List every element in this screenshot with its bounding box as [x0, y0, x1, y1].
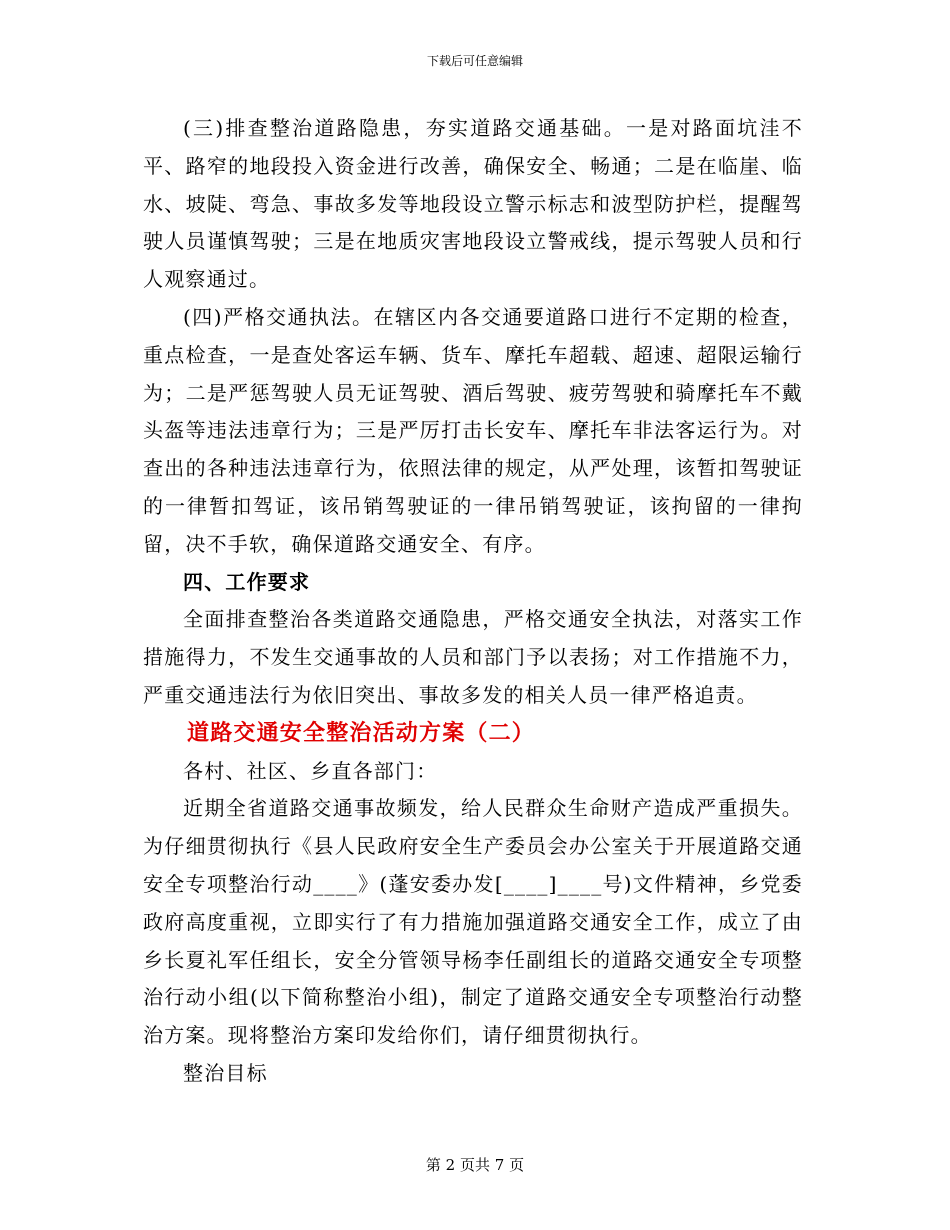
paragraph-inspection-hazards: (三)排查整治道路隐患，夯实道路交通基础。一是对路面坑洼不平、路窄的地段投入资金进行改善，确保安全、畅通；二是在临崖、临水、坡陡、弯急、事故多发等地段设立警示标志和波型防护栏，提醒驾驶人员谨慎驾驶；三是在地质灾害地段设立警戒线，提示驾驶人员和行人观察通过。: [143, 116, 803, 292]
section-heading-work-requirements: 四、工作要求: [183, 569, 311, 594]
document-title: 道路交通安全整治活动方案（二）: [187, 719, 536, 746]
paragraph-addressees: 各村、社区、乡直各部门：: [183, 758, 438, 783]
page-header: 下载后可任意编辑: [426, 54, 523, 68]
paragraph-background: 近期全省道路交通事故频发，给人民群众生命财产造成严重损失。为仔细贯彻执行《县人民政府安全生产委员会办公室关于开展道路交通安全专项整治行动____》(蓬安委办发[____]____号)文件精神，乡党委政府高度重视，立即实行了有力措施加强道路交通安全工作，成立了由乡长夏礼军任组长，安全分管领导杨李任副组长的道路交通安全专项整治行动小组(以下简称整治小组)，制定了道路交通安全专项整治行动整治方案。现将整治方案印发给你们，请仔细贯彻执行。: [143, 796, 803, 1048]
paragraph-requirements: 全面排查整治各类道路交通隐患，严格交通安全执法，对落实工作措施得力，不发生交通事故的人员和部门予以表扬；对工作措施不力，严重交通违法行为依旧突出、事故多发的相关人员一律严格追责。: [143, 607, 803, 707]
paragraph-objective-heading: 整治目标: [183, 1060, 268, 1085]
page-footer: 第 2 页共 7 页: [425, 1156, 525, 1174]
document-body: [143, 110, 803, 1093]
paragraph-strict-enforcement: (四)严格交通执法。在辖区内各交通要道路口进行不定期的检查，重点检查，一是查处客运车辆、货车、摩托车超载、超速、超限运输行为；二是严惩驾驶人员无证驾驶、酒后驾驶、疲劳驾驶和骑摩托车不戴头盔等违法违章行为；三是严厉打击长安车、摩托车非法客运行为。对查出的各种违法违章行为，依照法律的规定，从严处理，该暂扣驾驶证的一律暂扣驾证，该吊销驾驶证的一律吊销驾驶证，该拘留的一律拘留，决不手软，确保道路交通安全、有序。: [143, 304, 803, 556]
